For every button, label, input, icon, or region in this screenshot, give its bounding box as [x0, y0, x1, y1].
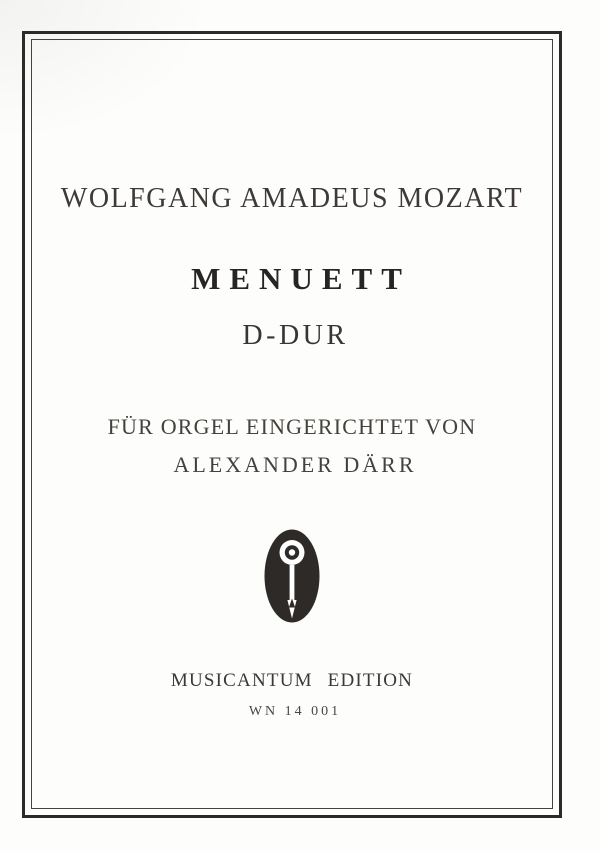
arrangement-line: FÜR ORGEL EINGERICHTET VON	[107, 414, 477, 439]
publisher-name: MUSICANTUM EDITION	[170, 670, 414, 691]
pencil-in-oval-icon	[264, 529, 320, 623]
work-title: MENUETT	[191, 261, 411, 296]
catalog-number: WN 14 001	[248, 704, 342, 719]
composer-name: WOLFGANG AMADEUS MOZART	[60, 183, 524, 214]
publisher-logo	[22, 529, 562, 623]
work-key: D-DUR	[242, 320, 349, 351]
arranger-name: ALEXANDER DÄRR	[173, 452, 417, 477]
